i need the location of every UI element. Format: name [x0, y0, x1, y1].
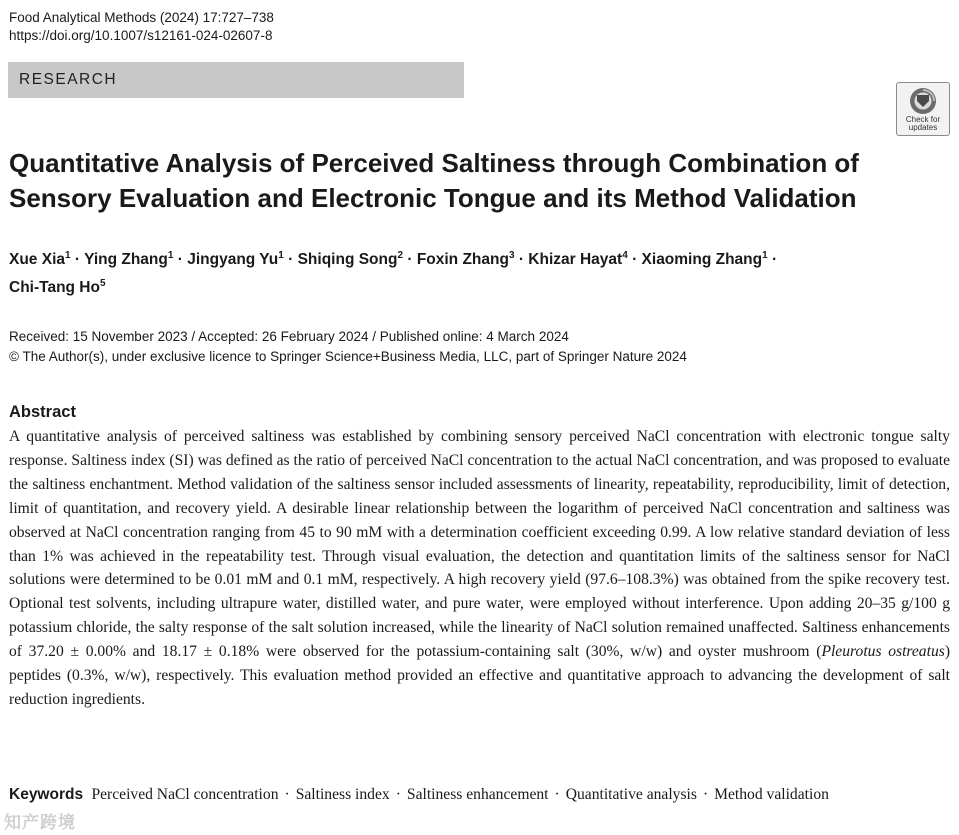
title-line2: Sensory Evaluation and Electronic Tongue and its Method Validation	[9, 183, 857, 213]
author[interactable]: Shiqing Song$^2$	[297, 250, 404, 268]
watermark: 知产跨境	[4, 813, 76, 832]
section-label: RESEARCH	[8, 62, 464, 98]
abstract-text: A quantitative analysis of perceived saltiness was established by combining sensory perceived NaCl concentration with electronic tongue salty response. Saltiness index (SI) was defined as the ratio of perceived NaCl concentration to the actual NaCl concentration, and was proposed to evaluate the saltiness enchantment. Method validation of the saltiness sensor included assessments of linearity, repeatability, reproducibility, limit of detection, limit of quantitation, and recovery yield. A desirable linear relationship between the logarithm of perceived NaCl concentration and saltiness was observed at NaCl concentration ranging from 45 to 90 mM with a determination coefficient exceeding 0.99. A low relative standard deviation of less than 1% was achieved in the repeatability test. Through visual evaluation, the detection and quantitation limits of the saltiness sensor for NaCl solutions were determined to be 0.01 mM and 0.1 mM, respectively. A high recovery yield (97.6–108.3%) was obtained from the spike recovery test. Optional test solvents, including ultrapure water, distilled water, and pure water, were employed without interference. Upon adding 20–35 g/100 g potassium chloride, the salty response of the salt solution increased, while the linearity of NaCl solution remained unaffected. Saltiness enhancements of 37.20 ± 0.00% and 18.17 ± 0.18% were observed for the potassium-containing salt (30%, w/w) and oyster mushroom (Pleurotus ostreatus) peptides (0.3%, w/w), respectively. This evaluation method provided an effective and quantitative approach to advancing the development of salt reduction ingredients.	[9, 428, 951, 708]
received-accepted-published: Received: 15 November 2023 / Accepted: 26 February 2024 / Published online: 4 March 2024	[9, 329, 569, 344]
author[interactable]: Foxin Zhang$^3$	[416, 250, 515, 268]
author[interactable]: Khizar Hayat$^4$	[528, 250, 628, 268]
journal-header	[9, 9, 274, 45]
publication-dates	[9, 327, 687, 367]
author[interactable]: Jingyang Yu$^1$	[187, 250, 284, 268]
author[interactable]: Xiaoming Zhang$^1$	[641, 250, 768, 268]
crossmark-icon	[906, 86, 940, 116]
journal-citation: Food Analytical Methods (2024) 17:727–738	[9, 10, 274, 25]
abstract-heading: Abstract	[9, 403, 76, 421]
title-line1: Quantitative Analysis of Perceived Saltiness through Combination of	[9, 148, 859, 178]
keywords-section: Keywords Perceived NaCl concentration · Saltiness index · Saltiness enhancement · Quantitative analysis · Method validation	[9, 786, 829, 803]
author[interactable]: Xue Xia$^1$	[9, 250, 71, 268]
article-title	[9, 146, 929, 216]
copyright-line: © The Author(s), under exclusive licence to Springer Science+Business Media, LLC, part of Springer Nature 2024	[9, 349, 687, 364]
author-list: Xue Xia$^1$ · Ying Zhang$^1$ · Jingyang $Yu^1$ · Shiqing Song$^2$ · Foxin Zhang$^3$ · Khizar Hayat$^4$ · Xiaoming Zhang$^1$ · Chi-Tang Ho$^5$	[9, 250, 778, 296]
author[interactable]: Chi-Tang Ho$^5$	[9, 278, 106, 296]
check-for-updates-badge[interactable]	[896, 82, 950, 136]
doi-link[interactable]: https://doi.org/10.1007/s12161-024-02607-8	[9, 28, 273, 43]
species-name: Pleurotus ostreatus	[821, 643, 945, 661]
keyword[interactable]: Saltiness index	[295, 786, 390, 803]
author[interactable]: Ying Zhang$^1$	[84, 250, 174, 268]
keyword[interactable]: Quantitative analysis	[565, 786, 697, 803]
keywords-heading: Keywords	[9, 786, 84, 803]
keyword[interactable]: Perceived NaCl concentration	[91, 786, 279, 803]
badge-line1: Check for	[905, 115, 941, 124]
badge-line2: updates	[908, 123, 938, 132]
keyword[interactable]: Method validation	[714, 786, 829, 803]
keyword[interactable]: Saltiness enhancement	[406, 786, 549, 803]
